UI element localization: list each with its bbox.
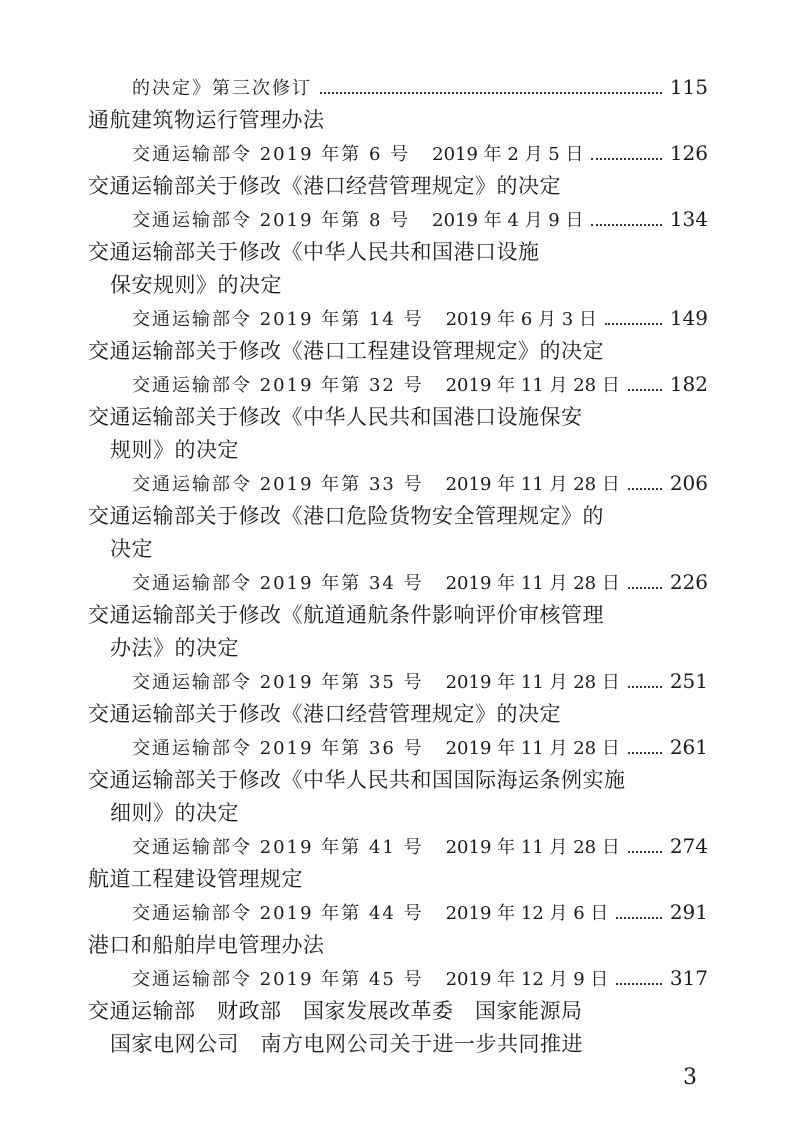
page-ref: 317 [669, 966, 708, 990]
toc-entry-line[interactable] [132, 897, 708, 927]
toc-entry-line[interactable] [132, 468, 708, 498]
toc-entry-title[interactable]: 交通运输部关于修改《港口危险货物安全管理规定》的 [88, 504, 604, 528]
toc-entry-line[interactable] [132, 963, 708, 993]
toc-entry-title-continued[interactable]: 办法》的决定 [110, 636, 239, 660]
issue-date: 2019 年 6 月 3 日 [445, 309, 597, 330]
toc-entry-line[interactable] [132, 204, 708, 234]
issue-date: 2019 年 12 月 6 日 [445, 903, 609, 924]
dot-leader [628, 851, 662, 853]
dot-leader [628, 389, 662, 391]
issuer-number: 交通运输部令 2019 年第 35 号 [132, 672, 424, 693]
page-ref: 291 [669, 900, 708, 924]
page-ref: 115 [669, 75, 708, 99]
issuer-number: 交通运输部令 2019 年第 44 号 [132, 903, 424, 924]
toc-entry-title[interactable]: 港口和船舶岸电管理办法 [88, 933, 325, 957]
issuer-number: 交通运输部令 2019 年第 41 号 [132, 837, 424, 858]
page-ref: 274 [669, 834, 708, 858]
toc-entry-line[interactable] [132, 303, 708, 333]
dot-leader [616, 983, 661, 985]
dot-leader [591, 224, 661, 226]
issuer-number: 交通运输部令 2019 年第 32 号 [132, 375, 424, 396]
toc-entry-title[interactable]: 交通运输部 财政部 国家发展改革委 国家能源局 [88, 999, 583, 1023]
dot-leader [616, 917, 661, 919]
toc-entry-line[interactable] [132, 732, 708, 762]
toc-entry-title[interactable]: 交通运输部关于修改《港口工程建设管理规定》的决定 [88, 339, 604, 363]
toc-entry-title-continued[interactable]: 细则》的决定 [110, 801, 239, 825]
toc-entry-title[interactable]: 交通运输部关于修改《中华人民共和国港口设施保安 [88, 405, 583, 429]
issuer-number: 交通运输部令 2019 年第 6 号 [132, 144, 411, 165]
page-number: 3 [683, 1065, 697, 1090]
toc-entry-title-continued[interactable]: 规则》的决定 [110, 438, 239, 462]
dot-leader [605, 323, 662, 325]
page-ref: 226 [669, 570, 708, 594]
toc-entry-line[interactable] [132, 72, 708, 102]
toc-entry-title-continued[interactable]: 国家电网公司 南方电网公司关于进一步共同推进 [110, 1032, 583, 1056]
toc-entry-title[interactable]: 交通运输部关于修改《港口经营管理规定》的决定 [88, 702, 561, 726]
dot-leader [591, 158, 661, 160]
toc-entry-title-continued[interactable]: 保安规则》的决定 [110, 273, 282, 297]
toc-entry-title[interactable]: 交通运输部关于修改《航道通航条件影响评价审核管理 [88, 603, 604, 627]
toc-entry-line[interactable] [132, 138, 708, 168]
issuer-number: 交通运输部令 2019 年第 36 号 [132, 738, 424, 759]
page-ref: 261 [669, 735, 708, 759]
issuer-number: 交通运输部令 2019 年第 33 号 [132, 474, 424, 495]
dot-leader [628, 752, 662, 754]
dot-leader [628, 686, 662, 688]
toc-entry-line[interactable] [132, 567, 708, 597]
toc-entry-line[interactable] [132, 831, 708, 861]
issue-date: 2019 年 11 月 28 日 [445, 375, 620, 396]
dot-leader [628, 587, 662, 589]
page-ref: 182 [669, 372, 708, 396]
page-ref: 126 [669, 141, 708, 165]
toc-entry-title[interactable]: 交通运输部关于修改《中华人民共和国港口设施 [88, 240, 540, 264]
entry-title-tail: 的决定》第三次修订 [132, 78, 312, 99]
issue-date: 2019 年 12 月 9 日 [445, 969, 609, 990]
toc-entry-title-continued[interactable]: 决定 [110, 537, 153, 561]
toc-entry-line[interactable] [132, 369, 708, 399]
issue-date: 2019 年 11 月 28 日 [445, 672, 620, 693]
toc-entry-title[interactable]: 通航建筑物运行管理办法 [88, 108, 325, 132]
dot-leader [628, 488, 662, 490]
page-ref: 251 [669, 669, 708, 693]
issue-date: 2019 年 11 月 28 日 [445, 738, 620, 759]
issue-date: 2019 年 11 月 28 日 [445, 573, 620, 594]
toc-entry-title[interactable]: 交通运输部关于修改《中华人民共和国国际海运条例实施 [88, 768, 626, 792]
issuer-number: 交通运输部令 2019 年第 14 号 [132, 309, 424, 330]
toc-entry-line[interactable] [132, 666, 708, 696]
page-ref: 206 [669, 471, 708, 495]
page-ref: 134 [669, 207, 708, 231]
issue-date: 2019 年 11 月 28 日 [445, 837, 620, 858]
toc-entry-title[interactable]: 航道工程建设管理规定 [88, 867, 303, 891]
dot-leader [320, 92, 662, 94]
issue-date: 2019 年 11 月 28 日 [445, 474, 620, 495]
issuer-number: 交通运输部令 2019 年第 8 号 [132, 210, 411, 231]
page-ref: 149 [669, 306, 708, 330]
issuer-number: 交通运输部令 2019 年第 34 号 [132, 573, 424, 594]
toc-entry-title[interactable]: 交通运输部关于修改《港口经营管理规定》的决定 [88, 174, 561, 198]
issue-date: 2019 年 4 月 9 日 [432, 210, 584, 231]
issue-date: 2019 年 2 月 5 日 [432, 144, 584, 165]
issuer-number: 交通运输部令 2019 年第 45 号 [132, 969, 424, 990]
